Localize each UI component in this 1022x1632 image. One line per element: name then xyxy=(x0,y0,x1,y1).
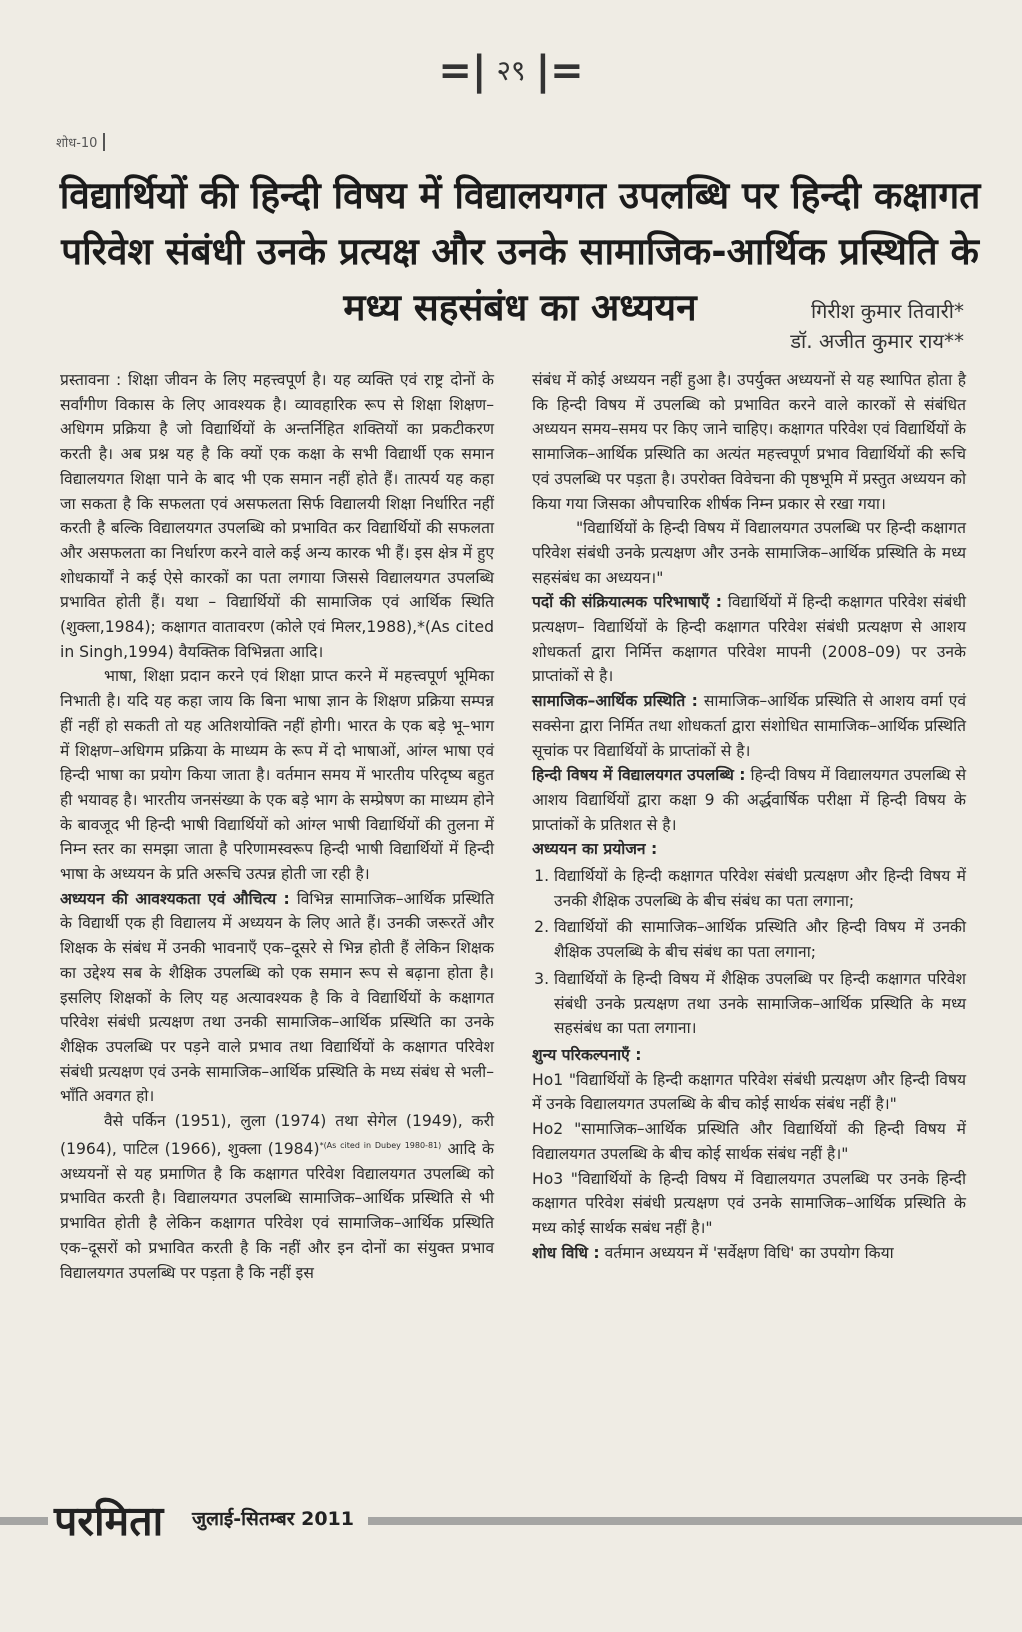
definition-3-heading: हिन्दी विषय में विद्यालयगत उपलब्धि : xyxy=(532,766,746,785)
studies-text-b: आदि के अध्ययनों से यह प्रमाणित है कि कक्षागत परिवेश विद्यालयगत उपलब्धि को प्रभावित करती है। विद्यालयगत उपलब्धि सामाजिक–आर्थिक प्रस्थिति से भी प्रभावित होती है लेकिन कक्षागत परिवेश एवं सामाजिक–आर्थिक प्रस्थिति एक–दूसरों को प्रभावित करती है कि नहीं और इन दोनों का संयुक्त प्रभाव विद्यालयगत उपलब्धि पर पड़ता है कि नहीं इस xyxy=(60,1139,494,1282)
need-body: विभिन्न सामाजिक–आर्थिक प्रस्थिति के विद्यार्थी एक ही विद्यालय में अध्ययन के लिए आते हैं। उनकी जरूरतें और शिक्षक के संबंध में उनकी भावनाएँ एक–दूसरे से भिन्न होती हैं लेकिन शिक्षक का उद्देश्य सब के शैक्षिक उपलब्धि को एक समान रूप से बढ़ाना होता है। इसलिए शिक्षकों के लिए यह अत्यावश्यक है कि वे विद्यार्थियों के कक्षागत परिवेश संबंधी प्रत्यक्षण तथा उनकी सामाजिक–आर्थिक प्रस्थिति का उनके शैक्षिक उपलब्धि पर पड़ने वाले प्रभाव तथा विद्यार्थियों के कक्षागत परिवेश संबंधी प्रत्यक्षण एवं उनके सामाजिक–आर्थिक प्रस्थिति के मध्य संबंध से भली–भाँति अवगत हो। xyxy=(60,889,494,1106)
list-item: 3. विद्यार्थियों के हिन्दी विषय में शैक्षिक उपलब्धि पर हिन्दी कक्षागत परिवेश संबंधी उनके प्रत्यक्षण तथा उनके सामाजिक–आर्थिक प्रस्थिति के मध्य सहसंबंध का पता लगाना। xyxy=(554,967,966,1041)
method-body: वर्तमान अध्ययन में 'सर्वेक्षण विधि' का उपयोग किया xyxy=(599,1243,894,1262)
definition-2-heading: सामाजिक–आर्थिक प्रस्थिति : xyxy=(532,692,698,711)
need-paragraph xyxy=(60,887,494,1109)
studies-text-a: वैसे पर्किन (1951), लुला (1974) तथा सेगेल (1949), करी (1964), पाटिल (1966), शुक्ला (1984) xyxy=(60,1112,494,1158)
purpose-list xyxy=(532,864,966,1041)
definition-2 xyxy=(532,689,966,763)
purpose-heading: अध्ययन का प्रयोजन : xyxy=(532,840,658,859)
definition-3 xyxy=(532,763,966,837)
hypothesis-2: Ho2 "सामाजिक–आर्थिक प्रस्थिति और विद्यार्थियों की हिन्दी विषय में विद्यालयगत उपलब्धि के बीच कोई सार्थक संबंध नहीं है।" xyxy=(532,1120,966,1163)
definition-1 xyxy=(532,590,966,689)
right-column xyxy=(532,368,966,1265)
definition-1-body: विद्यार्थियों में हिन्दी कक्षागत परिवेश संबंधी प्रत्यक्षण– विद्यार्थियों के हिन्दी कक्षागत परिवेश संबंधी प्रत्यक्षण से आशय शोधकर्ता द्वारा निर्मित्त कक्षागत परिवेश मापनी (2008–09) पर उनके प्राप्तांकों से है। xyxy=(532,593,966,686)
method-paragraph xyxy=(532,1241,966,1266)
studies-paragraph xyxy=(60,1109,494,1285)
list-item: 1. विद्यार्थियों के हिन्दी कक्षागत परिवेश संबंधी प्रत्यक्षण और हिन्दी विषय में उनकी शैक्षिक उपलब्धि के बीच संबंध का पता लगाना; xyxy=(554,864,966,913)
hypotheses-heading: शुन्य परिकल्पनाएँ : xyxy=(532,1045,642,1064)
author-2: डॉ. अजीत कुमार राय** xyxy=(790,329,964,353)
authors xyxy=(790,296,964,356)
journal-logo: परमिता xyxy=(54,1497,164,1545)
page-number: =| २९ |= xyxy=(438,48,584,94)
need-heading: अध्ययन की आवश्यकता एवं औचित्य : xyxy=(60,889,290,908)
method-heading: शोध विधि : xyxy=(532,1243,600,1262)
article-title: विद्यार्थियों की हिन्दी विषय में विद्यालयगत उपलब्धि पर हिन्दी कक्षागत परिवेश संबंधी उनके प्रत्यक्ष और उनके सामाजिक-आर्थिक प्रस्थिति के मध्य सहसंबंध का अध्ययन xyxy=(59,174,981,329)
hypothesis-1: Ho1 "विद्यार्थियों के हिन्दी कक्षागत परिवेश संबंधी प्रत्यक्षण और हिन्दी विषय में उनके विद्यालयगत उपलब्धि के बीच कोई सार्थक संबंध नहीं है।" xyxy=(532,1070,966,1114)
issue-date: जुलाई-सितम्बर 2011 xyxy=(192,1508,355,1530)
author-1: गिरीश कुमार तिवारी* xyxy=(810,299,964,323)
hypothesis-3: Ho3 "विद्यार्थियों के हिन्दी विषय में विद्यालयगत उपलब्धि पर उनके हिन्दी कक्षागत परिवेश संबंधी प्रत्यक्षण एवं उनके सामाजिक–आर्थिक प्रस्थिति के मध्य कोई सार्थक सबंध नहीं है।" xyxy=(532,1169,966,1237)
definition-3-body: हिन्दी विषय में विद्यालयगत उपलब्धि से आशय विद्यार्थियों द्वारा कक्षा 9 की अर्द्धवार्षिक परीक्षा में हिन्दी विषय के प्राप्तांकों के प्रतिशत से है। xyxy=(532,766,966,834)
footer-rule-left xyxy=(0,1517,48,1525)
intro-paragraph: प्रस्तावना : शिक्षा जीवन के लिए महत्त्वपूर्ण है। यह व्यक्ति एवं राष्ट्र दोनों के सर्वांगीण विकास के लिए आवश्यक है। व्यावहारिक रूप से शिक्षा शिक्षण–अधिगम प्रक्रिया है जो विद्यार्थियों के अन्तर्निहित शक्तियों का प्रकटीकरण करती है। अब प्रश्न यह है कि क्यों एक कक्षा के सभी विद्यार्थी एक समान विद्यालयगत शिक्षा पाने के बाद भी एक समान नहीं होते हैं। तात्पर्य यह कहा जा सकता है कि सफलता एवं असफलता सिर्फ विद्यालयी शिक्षा निर्धारित नहीं करती है बल्कि विद्यालयगत उपलब्धि को प्रभावित कर विद्यार्थियों की सफलता और असफलता का निर्धारण करने वाले कई अन्य कारक भी हैं। इस क्षेत्र में हुए शोधकार्यों ने कई ऐसे कारकों का पता लगाया जिससे विद्यालयगत उपलब्धि प्रभावित होती हैं। यथा – विद्यार्थियों की सामाजिक एवं आर्थिक स्थिति (शुक्ला,1984); कक्षागत वातावरण (कोले एवं मिलर,1988),*(As cited in Singh,1994) वैयक्तिक विभिन्नता आदि। xyxy=(60,371,494,661)
left-column xyxy=(60,368,494,1285)
citation-note: *(As cited in Dubey 1980-81) xyxy=(319,1140,442,1150)
list-item: 2. विद्यार्थियों की सामाजिक–आर्थिक प्रस्थिति और हिन्दी विषय में उनकी शैक्षिक उपलब्धि के बीच संबंध का पता लगाना; xyxy=(554,915,966,964)
definition-2-body: सामाजिक–आर्थिक प्रस्थिति से आशय वर्मा एवं सक्सेना द्वारा निर्मित तथा शोधकर्ता द्वारा संशोधित सामाजिक–आर्थिक प्रस्थिति सूचांक पर विद्यार्थियों के प्राप्तांकों से है। xyxy=(532,692,966,760)
article-tag: शोध-10 xyxy=(56,133,105,151)
footer xyxy=(0,1492,1022,1545)
continuation-paragraph: संबंध में कोई अध्ययन नहीं हुआ है। उपर्युक्त अध्ययनों से यह स्थापित होता है कि हिन्दी विषय में उपलब्धि को प्रभावित करने वाले कारकों से संबंधित अध्ययन समय–समय पर किए जाने चाहिए। कक्षागत परिवेश एवं विद्यार्थियों के सामाजिक–आर्थिक प्रस्थिति का अत्यंत महत्त्वपूर्ण प्रभाव विद्यार्थियों की रूचि एवं उपलब्धि पर पड़ता है। उपरोक्त विवेचना की पृष्ठभूमि में प्रस्तुत अध्ययन को किया गया जिसका औपचारिक शीर्षक निम्न प्रकार से रखा गया। xyxy=(532,371,966,513)
definition-1-heading: पदों की संक्रियात्मक परिभाषाएँ : xyxy=(532,593,722,612)
footer-rule-right xyxy=(368,1517,1022,1525)
formal-title-quote: "विद्यार्थियों के हिन्दी विषय में विद्यालयगत उपलब्धि पर हिन्दी कक्षागत परिवेश संबंधी उनके प्रत्यक्षण और उनके सामाजिक–आर्थिक प्रस्थिति के मध्य सहसंबंध का अध्ययन।" xyxy=(532,519,966,587)
language-paragraph: भाषा, शिक्षा प्रदान करने एवं शिक्षा प्राप्त करने में महत्त्वपूर्ण भूमिका निभाती है। यदि यह कहा जाय कि बिना भाषा ज्ञान के शिक्षण प्रक्रिया सम्पन्न हीं नहीं हो सकती तो यह अतिशयोक्ति नहीं होगी। भारत के एक बड़े भू–भाग में शिक्षण–अधिगम प्रक्रिया के माध्यम के रूप में दो भाषाओं, आंग्ल भाषा एवं हिन्दी भाषा का प्रयोग किया जाता है। वर्तमान समय में भारतीय परिदृष्य बहुत ही भयावह है। भारतीय जनसंख्या के एक बड़े भाग के सम्प्रेषण का माध्यम होने के बावजूद भी हिन्दी भाषी विद्यार्थियों को आंग्ल भाषी विद्यार्थियों की तुलना में निम्न स्तर का समझा जाता है परिणामस्वरूप हिन्दी भाषी विद्यार्थियों में हिन्दी भाषा के अध्ययन के प्रति अरूचि उत्पन्न होती जा रही है। xyxy=(60,667,494,884)
